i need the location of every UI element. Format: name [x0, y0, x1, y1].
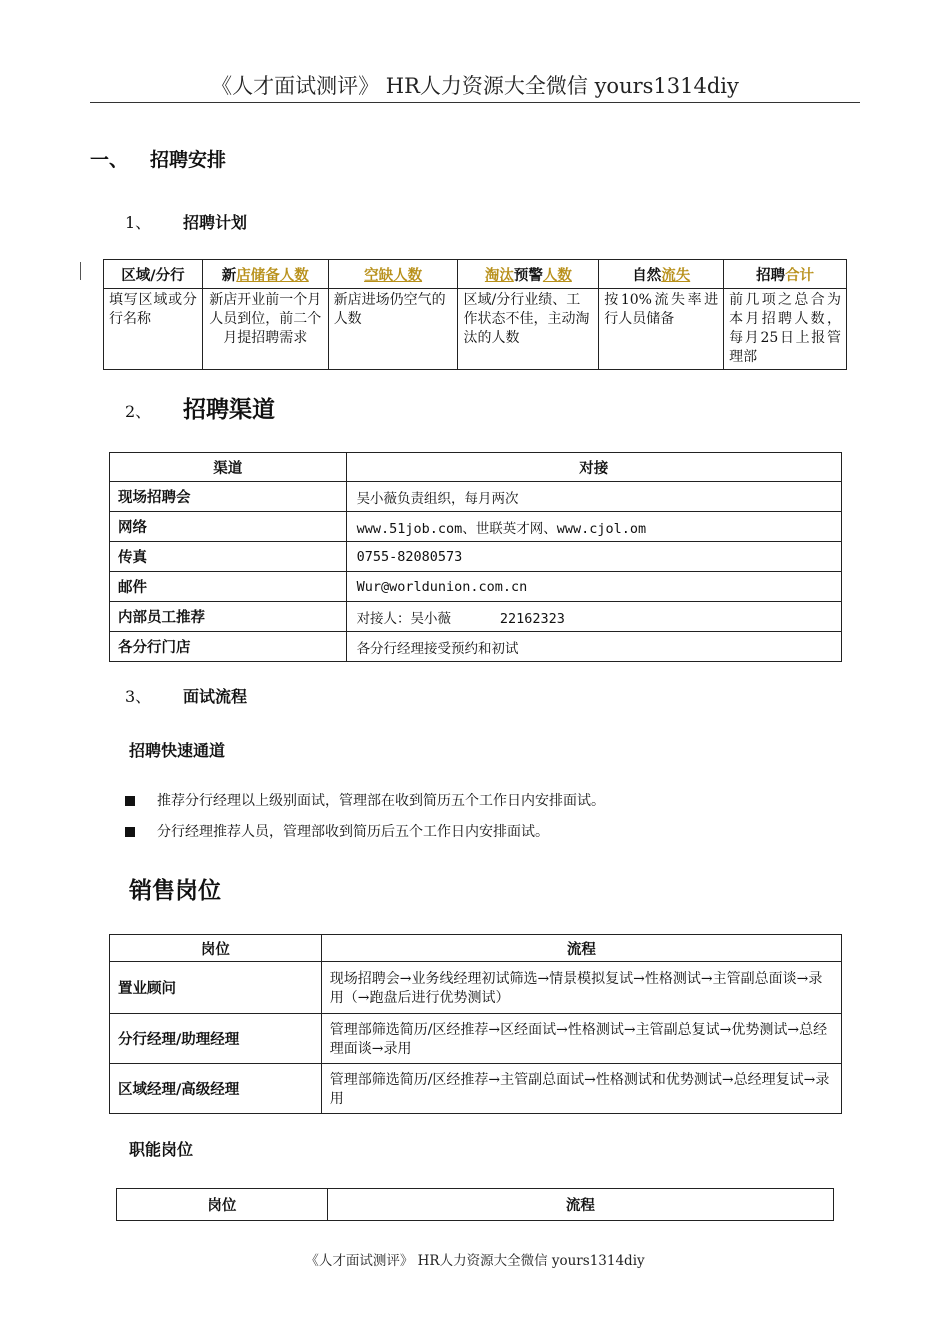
- table-row: [110, 512, 842, 542]
- header-cell: 流程: [321, 935, 841, 962]
- channel-contact: 对接人：吴小薇 22162323: [346, 602, 841, 632]
- table-cell: 填写区域或分行名称: [104, 289, 203, 370]
- fast-track-title: 招聘快速通道: [129, 741, 226, 760]
- channel-contact: Wur@worldunion.com.cn: [346, 572, 841, 602]
- channel-name: 传真: [110, 542, 347, 572]
- text-cursor-marker: [80, 262, 81, 280]
- recruitment-plan-table: [103, 259, 847, 370]
- section-number: 一、: [90, 149, 129, 171]
- page-footer: 《人才面试测评》 HR人力资源大全微信 yours1314diy: [305, 1253, 645, 1269]
- header-cell: 自然流失: [599, 260, 724, 289]
- table-row: [110, 1064, 842, 1114]
- square-bullet-icon: [125, 796, 135, 806]
- header-cell: 岗位: [117, 1189, 328, 1221]
- section-heading: [90, 145, 226, 172]
- channel-contact: www.51job.com、世联英才网、www.cjol.om: [346, 512, 841, 542]
- sales-process-table: [109, 934, 842, 1114]
- table-row: [110, 602, 842, 632]
- header-cell: 区域/分行: [104, 260, 203, 289]
- page-header: 《人才面试测评》 HR人力资源大全微信 yours1314diy: [90, 70, 860, 103]
- header-cell: 岗位: [110, 935, 322, 962]
- subsection-heading-channels: [125, 391, 275, 424]
- section-title: 招聘安排: [150, 149, 227, 171]
- header-cell: 淘汰预警人数: [458, 260, 599, 289]
- position-name: 区域经理/高级经理: [110, 1064, 322, 1114]
- header-cell: 对接: [346, 453, 841, 482]
- subsection-title: 招聘计划: [183, 213, 248, 232]
- header-cell: 空缺人数: [328, 260, 458, 289]
- position-name: 置业顾问: [110, 962, 322, 1014]
- list-item: [125, 790, 605, 810]
- table-cell: 新店开业前一个月人员到位，前二个月提招聘需求: [202, 289, 328, 370]
- channel-contact: 0755-82080573: [346, 542, 841, 572]
- table-row: [110, 632, 842, 662]
- sales-section-title: 销售岗位: [129, 878, 221, 904]
- subsection-heading-plan: [125, 210, 247, 233]
- header-cell: 渠道: [110, 453, 347, 482]
- channel-name: 内部员工推荐: [110, 602, 347, 632]
- subsection-number: 2、: [125, 402, 152, 421]
- table-row: [104, 289, 847, 370]
- list-item-text: 推荐分行经理以上级别面试，管理部在收到简历五个工作日内安排面试。: [157, 793, 605, 809]
- position-name: 分行经理/助理经理: [110, 1014, 322, 1064]
- process-steps: 现场招聘会→业务线经理初试筛选→情景模拟复试→性格测试→主管副总面谈→录用（→跑盘后进行优势测试）: [321, 962, 841, 1014]
- functional-process-table: [116, 1188, 834, 1221]
- table-header-row: [110, 453, 842, 482]
- table-row: [110, 482, 842, 512]
- channel-name: 网络: [110, 512, 347, 542]
- table-row: [110, 1014, 842, 1064]
- channel-name: 邮件: [110, 572, 347, 602]
- square-bullet-icon: [125, 827, 135, 837]
- header-cell: 招聘合计: [724, 260, 847, 289]
- header-cell: 新店储备人数: [202, 260, 328, 289]
- table-row: [110, 572, 842, 602]
- table-header-row: [117, 1189, 834, 1221]
- table-row: [110, 962, 842, 1014]
- table-cell: 按10%流失率进行人员储备: [599, 289, 724, 370]
- subsection-heading-interview: [125, 684, 247, 707]
- list-item-text: 分行经理推荐人员，管理部收到简历后五个工作日内安排面试。: [157, 824, 549, 840]
- table-header-row: [110, 935, 842, 962]
- channel-contact: 各分行经理接受预约和初试: [346, 632, 841, 662]
- table-cell: 新店进场仍空气的人数: [328, 289, 458, 370]
- recruitment-channel-table: [109, 452, 842, 662]
- subsection-number: 3、: [125, 687, 152, 706]
- process-steps: 管理部筛选简历/区经推荐→区经面试→性格测试→主管副总复试→优势测试→总经理面谈→录用: [321, 1014, 841, 1064]
- channel-name: 各分行门店: [110, 632, 347, 662]
- subsection-title: 招聘渠道: [183, 397, 275, 423]
- table-cell: 前几项之总合为本月招聘人数，每月25日上报管理部: [724, 289, 847, 370]
- table-cell: 区域/分行业绩、工作状态不佳，主动淘汰的人数: [458, 289, 599, 370]
- process-steps: 管理部筛选简历/区经推荐→主管副总面试→性格测试和优势测试→总经理复试→录用: [321, 1064, 841, 1114]
- table-row: [110, 542, 842, 572]
- subsection-title: 面试流程: [183, 687, 248, 706]
- channel-contact: 吴小薇负责组织，每月两次: [346, 482, 841, 512]
- list-item: [125, 821, 549, 841]
- subsection-number: 1、: [125, 213, 152, 232]
- channel-name: 现场招聘会: [110, 482, 347, 512]
- table-header-row: [104, 260, 847, 289]
- functional-section-title: 职能岗位: [129, 1140, 194, 1159]
- header-cell: 流程: [327, 1189, 833, 1221]
